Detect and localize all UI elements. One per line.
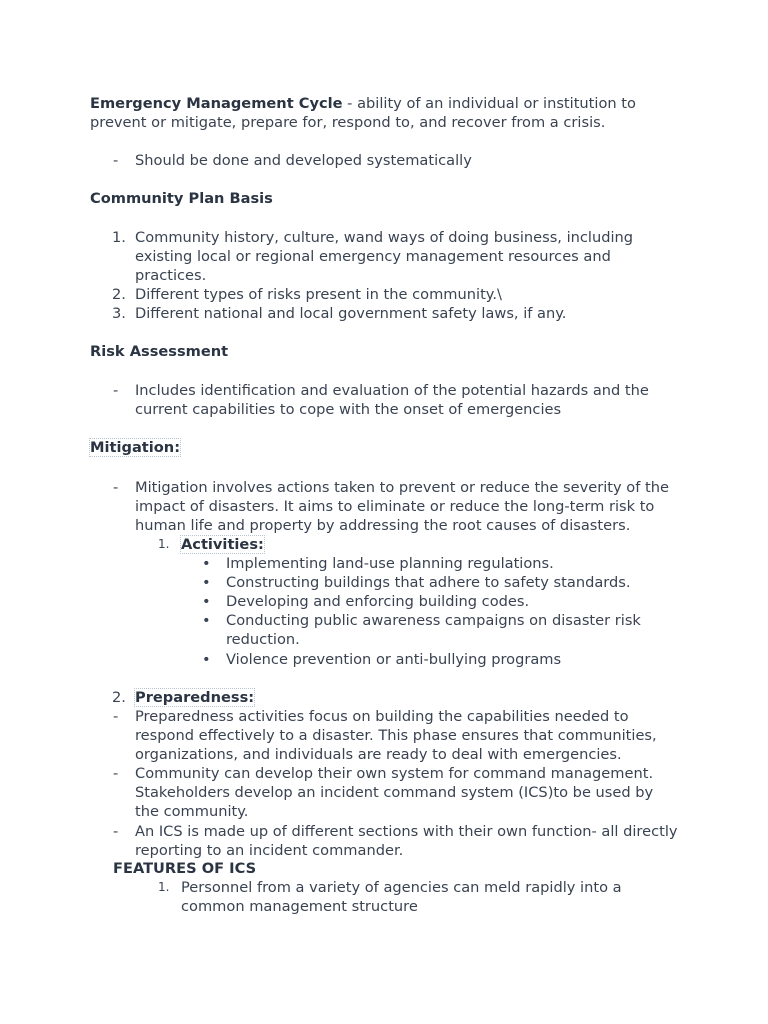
features-heading: FEATURES OF ICS <box>113 860 257 877</box>
bullet-marker: • <box>202 650 211 668</box>
community-plan-heading: Community Plan Basis <box>90 190 273 207</box>
number-marker: 2. <box>112 689 126 706</box>
number-marker: 2. <box>112 286 126 304</box>
bullet-marker: • <box>202 612 211 630</box>
bullet-marker: • <box>202 555 211 573</box>
intro-paragraph <box>90 94 680 132</box>
number-marker: 1. <box>158 880 170 894</box>
activities-block <box>90 535 680 669</box>
preparedness-bullets <box>90 707 680 860</box>
dash-marker: - <box>113 382 119 399</box>
list-item: 3. Different national and local government safety laws, if any. <box>112 305 567 323</box>
preparedness-heading: Preparedness: <box>135 689 255 706</box>
list-item: • Violence prevention or anti-bullying programs <box>202 650 562 668</box>
activities-heading: Activities: <box>181 536 264 553</box>
dash-marker: - <box>113 479 119 496</box>
number-marker: 1. <box>112 229 126 246</box>
list-item: 2. Different types of risks present in the community.\ <box>112 286 502 304</box>
dash-marker: - <box>113 708 119 725</box>
activities-heading-row <box>90 535 680 554</box>
mitigation-bullet: - Mitigation involves actions taken to prevent or reduce the severity of the impact of disasters. It aims to eliminate or reduce the long-term risk to human life and property by addressing the root causes of disasters. <box>113 479 669 535</box>
list-item: - Community can develop their own system for command management. Stakeholders develop an incident command system (ICS)to be used by the community. <box>113 765 654 821</box>
bullet-marker: • <box>202 593 211 611</box>
intro-bullet-text: Should be done and developed systematically <box>135 152 472 169</box>
features-list <box>90 878 680 916</box>
list-item: • Implementing land-use planning regulations. <box>202 555 554 573</box>
emergency-cycle-definition: - ability of an individual or institution to prevent or mitigate, prepare for, respond to, and recover from a crisis. <box>90 95 636 132</box>
list-item: • Conducting public awareness campaigns on disaster risk reduction. <box>202 612 641 649</box>
activities-list <box>90 554 680 669</box>
list-item: 1. Personnel from a variety of agencies can meld rapidly into a common management structure <box>158 879 622 916</box>
emergency-cycle-term: Emergency Management Cycle <box>90 95 343 112</box>
community-plan-list <box>90 228 680 323</box>
list-item: • Constructing buildings that adhere to safety standards. <box>202 574 631 592</box>
preparedness-heading-row <box>90 688 680 707</box>
list-item: - Preparedness activities focus on building the capabilities needed to respond effectively to a disaster. This phase ensures that communities, organizations, and individuals are ready to deal with emergencies. <box>113 708 657 764</box>
risk-heading: Risk Assessment <box>90 343 229 360</box>
list-item: • Developing and enforcing building codes. <box>202 593 530 611</box>
intro-bullet <box>90 151 680 170</box>
dash-marker: - <box>113 152 119 169</box>
risk-bullet: - Includes identification and evaluation of the potential hazards and the current capabilities to cope with the onset of emergencies <box>113 382 649 419</box>
number-marker: 3. <box>112 305 126 323</box>
number-marker: 1. <box>158 537 170 551</box>
mitigation-heading: Mitigation: <box>90 439 181 456</box>
dash-marker: - <box>113 822 119 840</box>
bullet-marker: • <box>202 574 211 592</box>
list-item: - An ICS is made up of different sections with their own function- all directly reporting to an incident commander. <box>113 822 678 859</box>
dash-marker: - <box>113 765 119 783</box>
list-item: 1. Community history, culture, wand ways of doing business, including existing local or regional emergency management resources and practices. <box>112 229 634 285</box>
